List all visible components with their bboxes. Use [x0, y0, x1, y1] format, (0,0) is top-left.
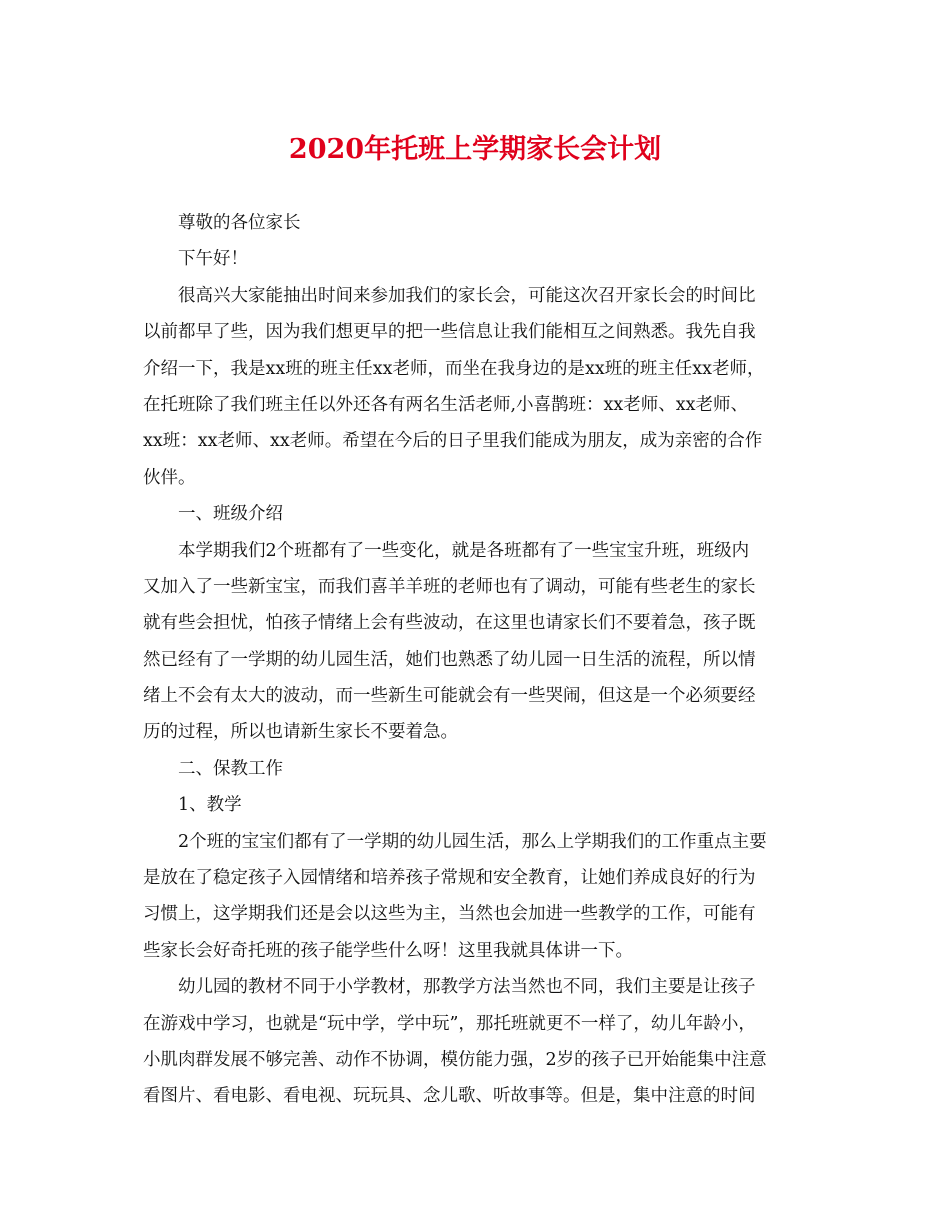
document-body [143, 205, 823, 1115]
text-line: 小肌肉群发展不够完善、动作不协调，模仿能力强，2岁的孩子已开始能集中注意 [143, 1049, 767, 1070]
text-line: 很高兴大家能抽出时间来参加我们的家长会，可能这次召开家长会的时间比 [178, 285, 756, 306]
text-line: 二、保教工作 [178, 758, 283, 779]
text-line: 历的过程，所以也请新生家长不要着急。 [143, 722, 458, 743]
text-line: 伙伴。 [143, 467, 196, 488]
text-line: 在游戏中学习，也就是“玩中学，学中玩”，那托班就更不一样了，幼儿年龄小， [143, 1013, 756, 1034]
text-line: 本学期我们2个班都有了一些变化，就是各班都有了一些宝宝升班，班级内 [178, 540, 750, 561]
text-line: 尊敬的各位家长 [178, 213, 301, 233]
text-line: xx班：xx老师、xx老师。希望在今后的日子里我们能成为朋友，成为亲密的合作 [143, 431, 763, 452]
text-line: 一、班级介绍 [178, 504, 283, 525]
text-line: 在托班除了我们班主任以外还各有两名生活老师,小喜鹊班：xx老师、xx老师、 [143, 394, 749, 415]
text-line: 看图片、看电影、看电视、玩玩具、念儿歌、听故事等。但是，集中注意的时间 [143, 1086, 756, 1107]
text-line: 就有些会担忧，怕孩子情绪上会有些波动，在这里也请家长们不要着急，孩子既 [143, 613, 756, 634]
text-line: 介绍一下，我是xx班的班主任xx老师，而坐在我身边的是xx班的班主任xx老师， [143, 358, 765, 379]
text-line: 然已经有了一学期的幼儿园生活，她们也熟悉了幼儿园一日生活的流程，所以情 [143, 649, 756, 670]
text-line: 以前都早了些，因为我们想更早的把一些信息让我们能相互之间熟悉。我先自我 [143, 322, 756, 343]
text-line: 幼儿园的教材不同于小学教材，那教学方法当然也不同，我们主要是让孩子 [178, 977, 756, 998]
text-line: 绪上不会有太大的波动，而一些新生可能就会有一些哭闹，但这是一个必须要经 [143, 686, 756, 707]
text-line: 下午好！ [178, 249, 248, 270]
document-title: 2020年托班上学期家长会计划 [288, 134, 662, 165]
text-line: 些家长会好奇托班的孩子能学些什么呀！这里我就具体讲一下。 [143, 940, 633, 961]
text-line: 1、教学 [178, 795, 242, 816]
text-line: 2个班的宝宝们都有了一学期的幼儿园生活，那么上学期我们的工作重点主要 [178, 831, 767, 852]
text-line: 是放在了稳定孩子入园情绪和培养孩子常规和安全教育，让她们养成良好的行为 [143, 868, 756, 889]
text-line: 习惯上，这学期我们还是会以这些为主，当然也会加进一些教学的工作，可能有 [143, 904, 756, 925]
text-line: 又加入了一些新宝宝，而我们喜羊羊班的老师也有了调动，可能有些老生的家长 [143, 576, 756, 597]
